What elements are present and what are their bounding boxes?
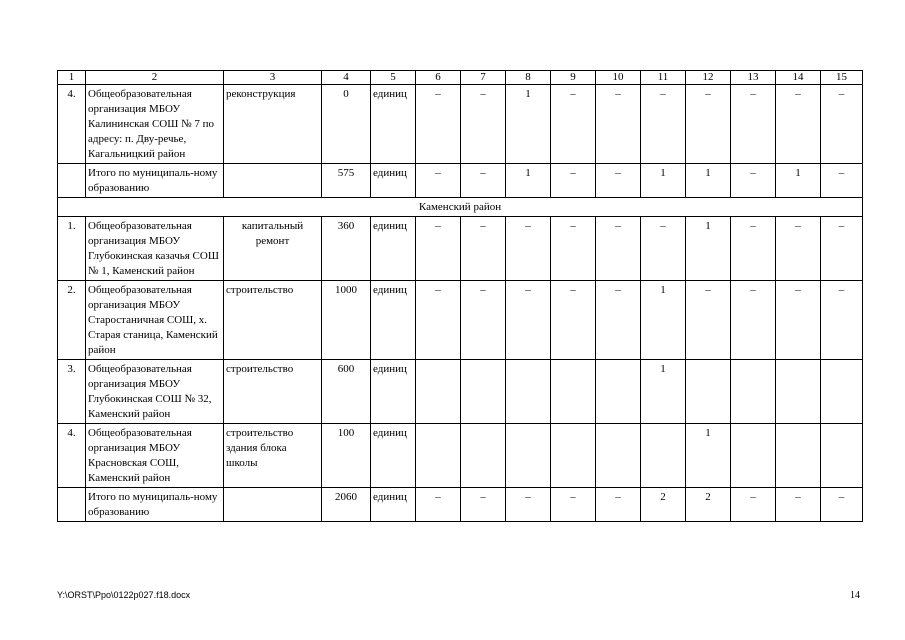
work-type: капитальный ремонт — [224, 217, 322, 281]
year-cell: – — [821, 164, 863, 198]
year-cell: – — [641, 85, 686, 164]
year-cell: – — [506, 281, 551, 360]
year-cell: – — [731, 281, 776, 360]
year-cell: – — [596, 281, 641, 360]
capacity-value: 600 — [322, 360, 371, 424]
column-number-header: 8 — [506, 71, 551, 85]
year-cell: – — [461, 281, 506, 360]
year-cell: 2 — [641, 488, 686, 522]
year-cell — [821, 424, 863, 488]
organization-name: Общеобразовательная организация МБОУ Старостаничная СОШ, х. Старая станица, Каменский район — [86, 281, 224, 360]
year-cell: – — [776, 85, 821, 164]
year-cell: – — [821, 217, 863, 281]
year-cell: – — [821, 488, 863, 522]
section-title: Каменский район — [58, 198, 863, 217]
year-cell: – — [551, 488, 596, 522]
year-cell — [596, 360, 641, 424]
capacity-value: 2060 — [322, 488, 371, 522]
year-cell: – — [821, 281, 863, 360]
year-cell: 1 — [641, 360, 686, 424]
column-number-header: 5 — [371, 71, 416, 85]
data-table — [57, 70, 863, 522]
organization-name: Итого по муниципаль-ному образованию — [86, 488, 224, 522]
year-cell — [641, 424, 686, 488]
column-number-header: 3 — [224, 71, 322, 85]
organization-name: Общеобразовательная организация МБОУ Глубокинская казачья СОШ № 1, Каменский район — [86, 217, 224, 281]
organization-name: Итого по муниципаль-ному образованию — [86, 164, 224, 198]
year-cell — [551, 360, 596, 424]
column-number-header: 11 — [641, 71, 686, 85]
year-cell — [731, 424, 776, 488]
year-cell — [416, 360, 461, 424]
unit-label: единиц — [371, 217, 416, 281]
year-cell: 1 — [506, 164, 551, 198]
footer-page-number: 14 — [850, 590, 860, 601]
year-cell — [551, 424, 596, 488]
unit-label: единиц — [371, 488, 416, 522]
year-cell: 1 — [641, 164, 686, 198]
year-cell: 1 — [686, 164, 731, 198]
column-number-header: 12 — [686, 71, 731, 85]
year-cell: – — [731, 488, 776, 522]
year-cell: – — [461, 488, 506, 522]
year-cell: 2 — [686, 488, 731, 522]
year-cell: – — [416, 488, 461, 522]
table-row — [58, 85, 863, 164]
year-cell: – — [416, 217, 461, 281]
unit-label: единиц — [371, 281, 416, 360]
year-cell: 1 — [776, 164, 821, 198]
year-cell: – — [461, 85, 506, 164]
year-cell: – — [506, 217, 551, 281]
table-row — [58, 217, 863, 281]
year-cell: – — [776, 217, 821, 281]
organization-name: Общеобразовательная организация МБОУ Калининская СОШ № 7 по адресу: п. Дву-речье, Кагальницкий район — [86, 85, 224, 164]
year-cell: 1 — [686, 424, 731, 488]
work-type — [224, 488, 322, 522]
column-number-header: 7 — [461, 71, 506, 85]
year-cell: – — [596, 164, 641, 198]
unit-label: единиц — [371, 360, 416, 424]
column-number-header: 2 — [86, 71, 224, 85]
year-cell: – — [596, 488, 641, 522]
column-number-header: 13 — [731, 71, 776, 85]
capacity-value: 575 — [322, 164, 371, 198]
year-cell: 1 — [641, 281, 686, 360]
capacity-value: 100 — [322, 424, 371, 488]
row-number: 3. — [58, 360, 86, 424]
unit-label: единиц — [371, 164, 416, 198]
row-number: 2. — [58, 281, 86, 360]
column-number-header: 10 — [596, 71, 641, 85]
year-cell — [776, 360, 821, 424]
year-cell: – — [551, 85, 596, 164]
year-cell: 1 — [506, 85, 551, 164]
year-cell: – — [596, 85, 641, 164]
year-cell — [416, 424, 461, 488]
year-cell: – — [731, 217, 776, 281]
year-cell — [821, 360, 863, 424]
year-cell: – — [641, 217, 686, 281]
year-cell — [596, 424, 641, 488]
row-number — [58, 164, 86, 198]
capacity-value: 1000 — [322, 281, 371, 360]
row-number: 1. — [58, 217, 86, 281]
year-cell — [506, 424, 551, 488]
year-cell: – — [731, 85, 776, 164]
year-cell: – — [551, 164, 596, 198]
year-cell — [461, 424, 506, 488]
year-cell: – — [686, 85, 731, 164]
column-number-header: 15 — [821, 71, 863, 85]
year-cell: 1 — [686, 217, 731, 281]
organization-name: Общеобразовательная организация МБОУ Красновская СОШ, Каменский район — [86, 424, 224, 488]
footer-file-path: Y:\ORST\Ppo\0122p027.f18.docx — [57, 590, 191, 600]
year-cell: – — [416, 281, 461, 360]
organization-name: Общеобразовательная организация МБОУ Глубокинская СОШ № 32, Каменский район — [86, 360, 224, 424]
year-cell: – — [776, 488, 821, 522]
capacity-value: 0 — [322, 85, 371, 164]
work-type: реконструкция — [224, 85, 322, 164]
column-number-header: 14 — [776, 71, 821, 85]
column-number-header: 4 — [322, 71, 371, 85]
work-type: строительство — [224, 281, 322, 360]
unit-label: единиц — [371, 85, 416, 164]
column-number-header: 6 — [416, 71, 461, 85]
section-row — [58, 198, 863, 217]
total-row — [58, 164, 863, 198]
total-row — [58, 488, 863, 522]
year-cell: – — [416, 164, 461, 198]
work-type: строительство — [224, 360, 322, 424]
work-type — [224, 164, 322, 198]
unit-label: единиц — [371, 424, 416, 488]
column-number-header: 9 — [551, 71, 596, 85]
year-cell — [776, 424, 821, 488]
year-cell: – — [461, 217, 506, 281]
row-number — [58, 488, 86, 522]
header-row — [58, 71, 863, 85]
table-row — [58, 424, 863, 488]
year-cell: – — [416, 85, 461, 164]
table-row — [58, 360, 863, 424]
year-cell: – — [731, 164, 776, 198]
row-number: 4. — [58, 424, 86, 488]
work-type: строительство здания блока школы — [224, 424, 322, 488]
year-cell — [686, 360, 731, 424]
year-cell — [731, 360, 776, 424]
year-cell: – — [551, 217, 596, 281]
year-cell — [506, 360, 551, 424]
year-cell — [461, 360, 506, 424]
year-cell: – — [506, 488, 551, 522]
capacity-value: 360 — [322, 217, 371, 281]
year-cell: – — [686, 281, 731, 360]
year-cell: – — [821, 85, 863, 164]
year-cell: – — [776, 281, 821, 360]
year-cell: – — [551, 281, 596, 360]
column-number-header: 1 — [58, 71, 86, 85]
year-cell: – — [461, 164, 506, 198]
row-number: 4. — [58, 85, 86, 164]
table-row — [58, 281, 863, 360]
year-cell: – — [596, 217, 641, 281]
